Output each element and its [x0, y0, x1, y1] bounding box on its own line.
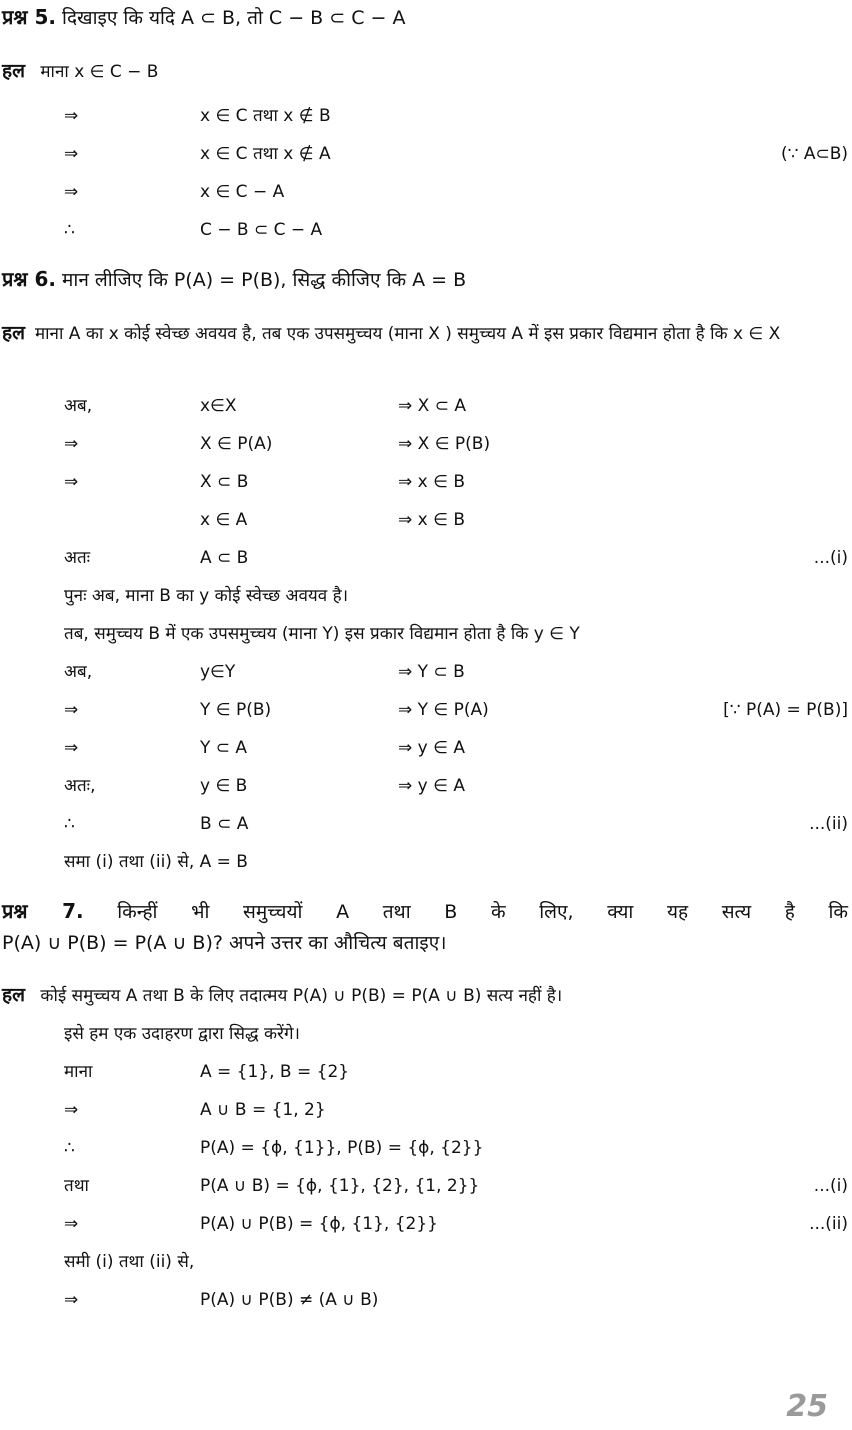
step-implication: ⇒ y ∈ A	[398, 776, 465, 796]
step-symbol: ⇒	[64, 106, 79, 126]
question-7-text-1: किन्हीं भी समुच्चयों A तथा B के लिए, क्या यह सत्य है कि	[117, 901, 848, 923]
question-7-line-1	[2, 898, 848, 926]
step-expression: P(A) = {ϕ, {1}}, P(B) = {ϕ, {2}}	[200, 1138, 484, 1158]
step-expression: A ⊂ B	[200, 548, 249, 568]
page-number: 25	[786, 1389, 828, 1424]
step-expression: C − B ⊂ C − A	[200, 220, 323, 240]
question-5-text: दिखाइए कि यदि A ⊂ B, तो C − B ⊂ C − A	[62, 7, 406, 29]
q7-final-row	[0, 1286, 852, 1314]
step-implication: ⇒ x ∈ B	[398, 472, 465, 492]
q6-step-row	[0, 658, 852, 686]
step-symbol: ∴	[64, 220, 75, 240]
step-expression: x ∈ C तथा x ∉ B	[200, 106, 331, 126]
final-expression: P(A) ∪ P(B) ≠ (A ∪ B)	[200, 1290, 379, 1310]
step-expression: X ⊂ B	[200, 472, 249, 492]
step-symbol: ⇒	[64, 1100, 79, 1120]
question-7-text-2: P(A) ∪ P(B) = P(A ∪ B)? अपने उत्तर का औचित्य बताइए।	[2, 932, 447, 954]
step-expression: X ∈ P(A)	[200, 434, 273, 454]
step-expression: P(A ∪ B) = {ϕ, {1}, {2}, {1, 2}}	[200, 1176, 480, 1196]
step-implication: ⇒ y ∈ A	[398, 738, 465, 758]
step-symbol: अब,	[64, 662, 93, 682]
q7-step-row	[0, 1096, 852, 1124]
q6-step-row	[0, 430, 852, 458]
step-expression: Y ∈ P(B)	[200, 700, 272, 720]
question-6	[2, 266, 466, 294]
step-implication: ⇒ x ∈ B	[398, 510, 465, 530]
equation-number: ...(ii)	[809, 814, 848, 834]
q5-step-row	[0, 102, 852, 130]
q7-step-row	[0, 1058, 852, 1086]
solution-7-label: हल	[2, 984, 25, 1006]
question-6-text: मान लीजिए कि P(A) = P(B), सिद्ध कीजिए कि A = B	[62, 269, 467, 291]
equation-number: ...(i)	[813, 548, 848, 568]
step-symbol: अब,	[64, 396, 93, 416]
q7-example-line: इसे हम एक उदाहरण द्वारा सिद्ध करेंगे।	[64, 1024, 300, 1044]
step-expression: P(A) ∪ P(B) = {ϕ, {1}, {2}}	[200, 1214, 438, 1234]
step-expression: Y ⊂ A	[200, 738, 248, 758]
q6-step-row	[0, 810, 852, 838]
step-reason: (∵ A⊂B)	[780, 144, 848, 164]
q5-step-row	[0, 216, 852, 244]
solution-6-intro	[2, 320, 848, 348]
q6-step-row	[0, 506, 852, 534]
q6-step-row	[0, 392, 852, 420]
q6-step-row	[0, 772, 852, 800]
solution-7-intro	[2, 982, 562, 1009]
q6-again-line: पुनः अब, माना B का y कोई स्वेच्छ अवयव है।	[64, 586, 349, 606]
step-expression: x ∈ A	[200, 510, 248, 530]
solution-6-intro-text: माना A का x कोई स्वेच्छ अवयव है, तब एक उपसमुच्चय (माना X ) समुच्चय A में इस प्रकार विद्यमान होता है कि x ∈ X	[34, 324, 781, 344]
question-5-label: प्रश्न 5.	[2, 5, 56, 29]
q6-conclusion: समा (i) तथा (ii) से, A = B	[64, 852, 248, 872]
step-symbol: ⇒	[64, 1214, 79, 1234]
q6-step-row	[0, 734, 852, 762]
step-symbol: अतः,	[64, 776, 96, 796]
step-implication: ⇒ X ⊂ A	[398, 396, 466, 416]
solution-6-label: हल	[2, 322, 25, 344]
solution-7-intro-text: कोई समुच्चय A तथा B के लिए तदात्मय P(A) ∪ P(B) = P(A ∪ B) सत्य नहीं है।	[40, 986, 563, 1006]
step-symbol: अतः	[64, 548, 91, 568]
step-symbol: ∴	[64, 814, 75, 834]
equation-number: ...(i)	[813, 1176, 848, 1196]
step-symbol: ⇒	[64, 700, 79, 720]
step-expression: A ∪ B = {1, 2}	[200, 1100, 326, 1120]
step-symbol: ⇒	[64, 738, 79, 758]
step-expression: B ⊂ A	[200, 814, 249, 834]
q7-step-row	[0, 1210, 852, 1238]
step-symbol: माना	[64, 1062, 93, 1082]
step-expression: x ∈ C − A	[200, 182, 285, 202]
step-symbol: ⇒	[64, 182, 79, 202]
q6-step-row	[0, 468, 852, 496]
step-symbol: ⇒	[64, 434, 79, 454]
step-expression: A = {1}, B = {2}	[200, 1062, 350, 1082]
solution-5-intro	[2, 58, 158, 85]
step-expression: y∈Y	[200, 662, 236, 682]
step-implication: ⇒ X ∈ P(B)	[398, 434, 491, 454]
step-expression: x ∈ C तथा x ∉ A	[200, 144, 331, 164]
step-symbol: ⇒	[64, 472, 79, 492]
step-expression: x∈X	[200, 396, 237, 416]
question-5	[2, 4, 405, 32]
step-implication: ⇒ Y ∈ P(A)	[398, 700, 489, 720]
q6-step-row	[0, 696, 852, 724]
step-symbol: तथा	[64, 1176, 89, 1196]
solution-5-label: हल	[2, 60, 25, 82]
q7-step-row	[0, 1172, 852, 1200]
q7-from-line: समी (i) तथा (ii) से,	[64, 1252, 195, 1272]
step-symbol: ⇒	[64, 1290, 79, 1310]
solution-5-intro-text: माना x ∈ C − B	[40, 62, 159, 82]
step-symbol: ∴	[64, 1138, 75, 1158]
q7-step-row	[0, 1134, 852, 1162]
step-symbol: ⇒	[64, 144, 79, 164]
question-7-label: प्रश्न 7.	[2, 899, 84, 923]
question-7-line-2	[2, 930, 446, 957]
step-expression: y ∈ B	[200, 776, 248, 796]
q5-step-row	[0, 140, 852, 168]
equation-number: ...(ii)	[809, 1214, 848, 1234]
q6-step-row	[0, 544, 852, 572]
question-6-label: प्रश्न 6.	[2, 267, 56, 291]
q6-then-line: तब, समुच्चय B में एक उपसमुच्चय (माना Y) इस प्रकार विद्यमान होता है कि y ∈ Y	[64, 624, 580, 644]
step-implication: ⇒ Y ⊂ B	[398, 662, 465, 682]
q5-step-row	[0, 178, 852, 206]
step-reason: [∵ P(A) = P(B)]	[723, 700, 848, 720]
